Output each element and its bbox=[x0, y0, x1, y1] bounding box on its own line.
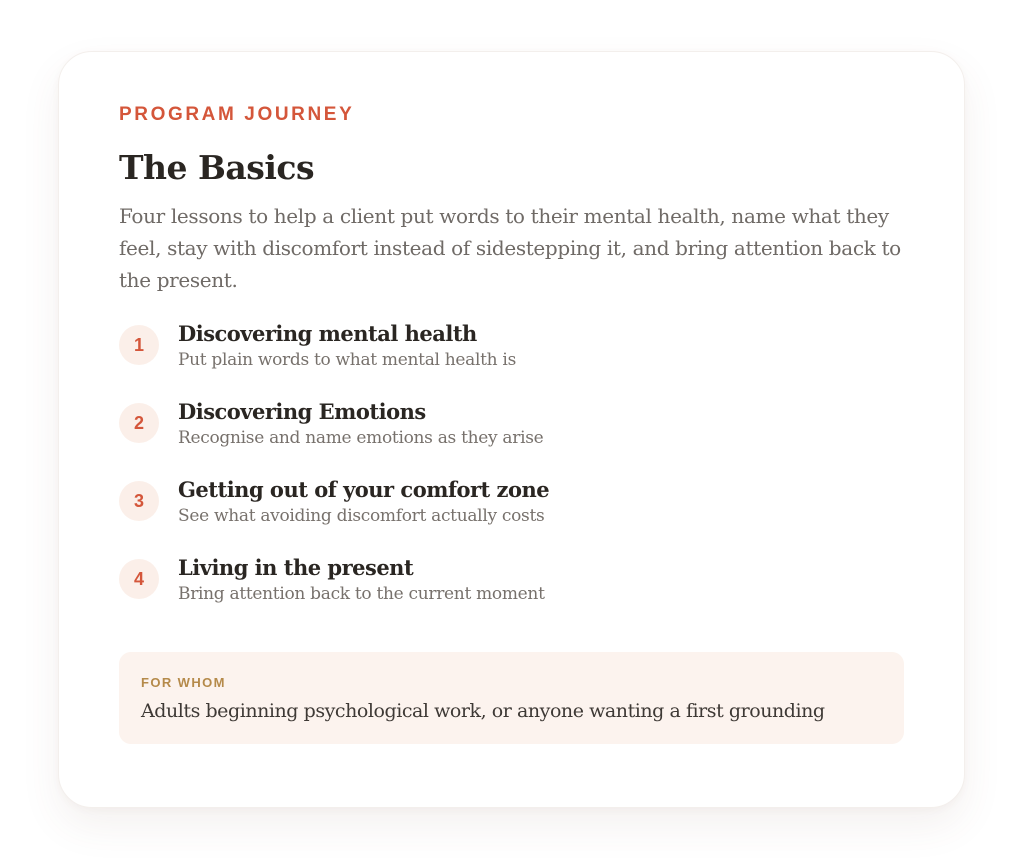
lesson-number-badge: 1 bbox=[119, 325, 159, 365]
eyebrow-label: PROGRAM JOURNEY bbox=[119, 104, 355, 125]
lesson-item bbox=[119, 398, 904, 476]
lesson-number-badge: 3 bbox=[119, 481, 159, 521]
lesson-number-badge: 4 bbox=[119, 559, 159, 599]
lesson-subtitle: See what avoiding discomfort actually costs bbox=[178, 506, 545, 526]
lesson-number-badge: 2 bbox=[119, 403, 159, 443]
program-card bbox=[58, 51, 965, 808]
lesson-subtitle: Recognise and name emotions as they arise bbox=[178, 428, 544, 448]
lesson-item bbox=[119, 476, 904, 554]
lesson-subtitle: Bring attention back to the current moment bbox=[178, 584, 545, 604]
lesson-subtitle: Put plain words to what mental health is bbox=[178, 350, 516, 370]
lesson-text bbox=[178, 476, 549, 528]
lesson-text bbox=[178, 398, 543, 450]
program-intro: Four lessons to help a client put words to their mental health, name what they feel, stay with discomfort instead of sidestepping it, and bring attention back to the present. bbox=[119, 204, 901, 292]
lesson-title: Discovering mental health bbox=[178, 321, 477, 346]
lesson-text bbox=[178, 554, 545, 606]
for-whom-text: Adults beginning psychological work, or anyone wanting a first grounding bbox=[141, 700, 825, 722]
lesson-list bbox=[119, 320, 904, 632]
lesson-text bbox=[178, 320, 516, 372]
for-whom-panel bbox=[119, 652, 904, 744]
lesson-title: Living in the present bbox=[178, 555, 414, 580]
lesson-title: Getting out of your comfort zone bbox=[178, 477, 550, 502]
lesson-item bbox=[119, 554, 904, 632]
lesson-title: Discovering Emotions bbox=[178, 399, 426, 424]
for-whom-label: FOR WHOM bbox=[141, 675, 226, 690]
program-title: The Basics bbox=[119, 148, 315, 187]
lesson-item bbox=[119, 320, 904, 398]
